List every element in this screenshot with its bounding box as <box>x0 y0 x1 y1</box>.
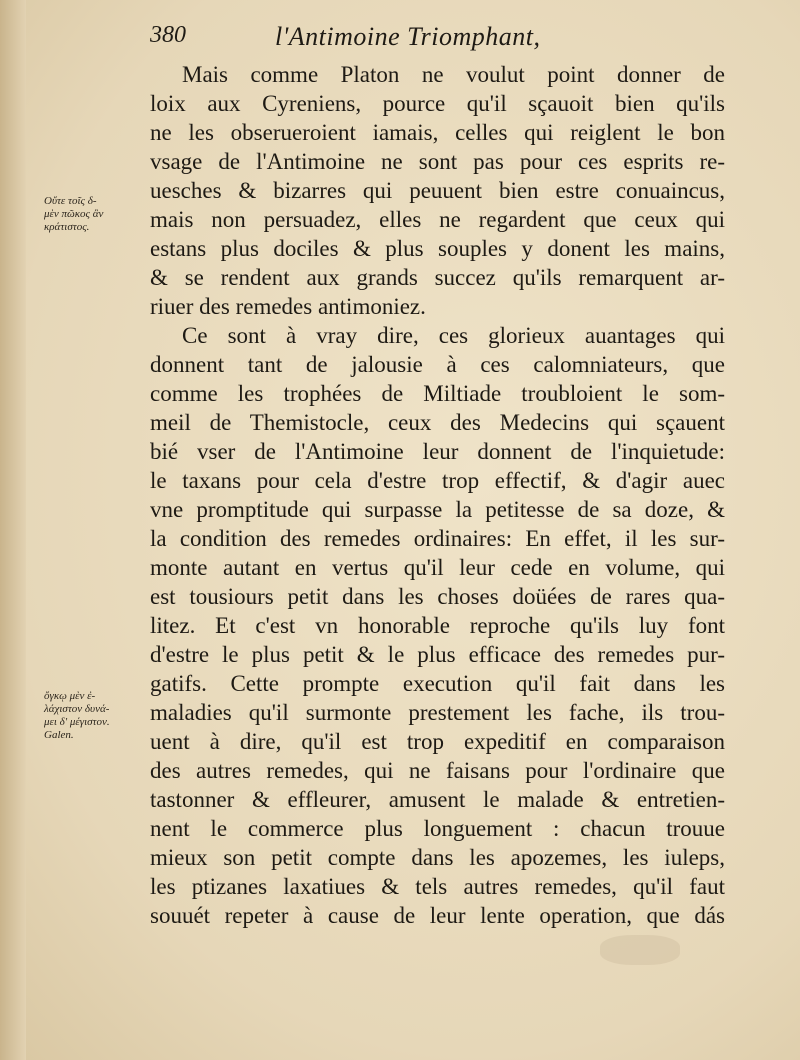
paragraph-2 <box>150 321 725 930</box>
text-line: nent le commerce plus longuement : chacun trouue <box>150 816 725 841</box>
text-line: donnent tant de jalousie à ces calomniateurs, que <box>150 352 725 377</box>
margin-note-line: Οὔτε τοῖς δ- <box>44 195 97 207</box>
margin-note-line: ὄγκῳ μὲν ἐ- <box>44 690 96 702</box>
text-line: tastonner & effleurer, amusent le malade & entretien- <box>150 787 725 812</box>
page-number: 380 <box>150 22 186 48</box>
text-line: la condition des remedes ordinaires: En effet, il les sur- <box>150 526 725 551</box>
main-text <box>150 60 725 930</box>
text-line: estans plus dociles & plus souples y donent les mains, <box>150 236 725 261</box>
margin-note-source: Galen. <box>44 729 74 741</box>
text-line: uesches & bizarres qui peuuent bien estre conuaincus, <box>150 178 725 203</box>
text-line: litez. Et c'est vn honorable reproche qu'ils luy font <box>150 613 725 638</box>
paper-stain <box>600 935 680 965</box>
running-title: l'Antimoine Triomphant, <box>275 22 541 51</box>
text-line: mieux son petit compte dans les apozemes, les iuleps, <box>150 845 725 870</box>
text-line: d'estre le plus petit & le plus efficace des remedes pur- <box>150 642 725 667</box>
text-line: meil de Themistocle, ceux des Medecins qui sçauent <box>150 410 725 435</box>
text-line: ne les obserueroient iamais, celles qui reiglent le bon <box>150 120 725 145</box>
margin-note-greek-2 <box>44 690 144 742</box>
text-line: les ptizanes laxatiues & tels autres remedes, qu'il faut <box>150 874 725 899</box>
text-line: des autres remedes, qui ne faisans pour l'ordinaire que <box>150 758 725 783</box>
margin-note-line: μει δ' μέγιστον. <box>44 716 110 728</box>
text-line: maladies qu'il surmonte prestement les fache, ils trou- <box>150 700 725 725</box>
margin-note-line: λάχιστον δυνά- <box>44 703 110 715</box>
margin-note-greek-1 <box>44 195 144 234</box>
text-line: est tousiours petit dans les choses doüées de rares qua- <box>150 584 725 609</box>
margin-note-line: κράτιστος. <box>44 221 90 233</box>
text-line: monte autant en vertus qu'il leur cede en volume, qui <box>150 555 725 580</box>
paragraph-1 <box>150 60 725 321</box>
text-line: bié vser de l'Antimoine leur donnent de l'inquietude: <box>150 439 725 464</box>
text-line: vsage de l'Antimoine ne sont pas pour ces esprits re- <box>150 149 725 174</box>
text-line: loix aux Cyreniens, pource qu'il sçauoit bien qu'ils <box>150 91 725 116</box>
text-line: le taxans pour cela d'estre trop effectif, & d'agir auec <box>150 468 725 493</box>
page-header <box>150 18 770 58</box>
text-line: comme les trophées de Miltiade troubloient le som- <box>150 381 725 406</box>
text-line: Ce sont à vray dire, ces glorieux auantages qui <box>182 323 725 348</box>
text-line: Mais comme Platon ne voulut point donner de <box>182 62 725 87</box>
page-gutter <box>0 0 26 1060</box>
margin-note-line: μὲν πῶκος ἂν <box>44 208 104 220</box>
text-line: riuer des remedes antimoniez. <box>150 294 426 319</box>
text-line: vne promptitude qui surpasse la petitesse de sa doze, & <box>150 497 725 522</box>
text-line: & se rendent aux grands succez qu'ils remarquent ar- <box>150 265 725 290</box>
text-line: uent à dire, qu'il est trop expeditif en comparaison <box>150 729 725 754</box>
text-line: souuét repeter à cause de leur lente operation, que dás <box>150 903 725 928</box>
text-line: gatifs. Cette prompte execution qu'il fait dans les <box>150 671 725 696</box>
text-line: mais non persuadez, elles ne regardent que ceux qui <box>150 207 725 232</box>
